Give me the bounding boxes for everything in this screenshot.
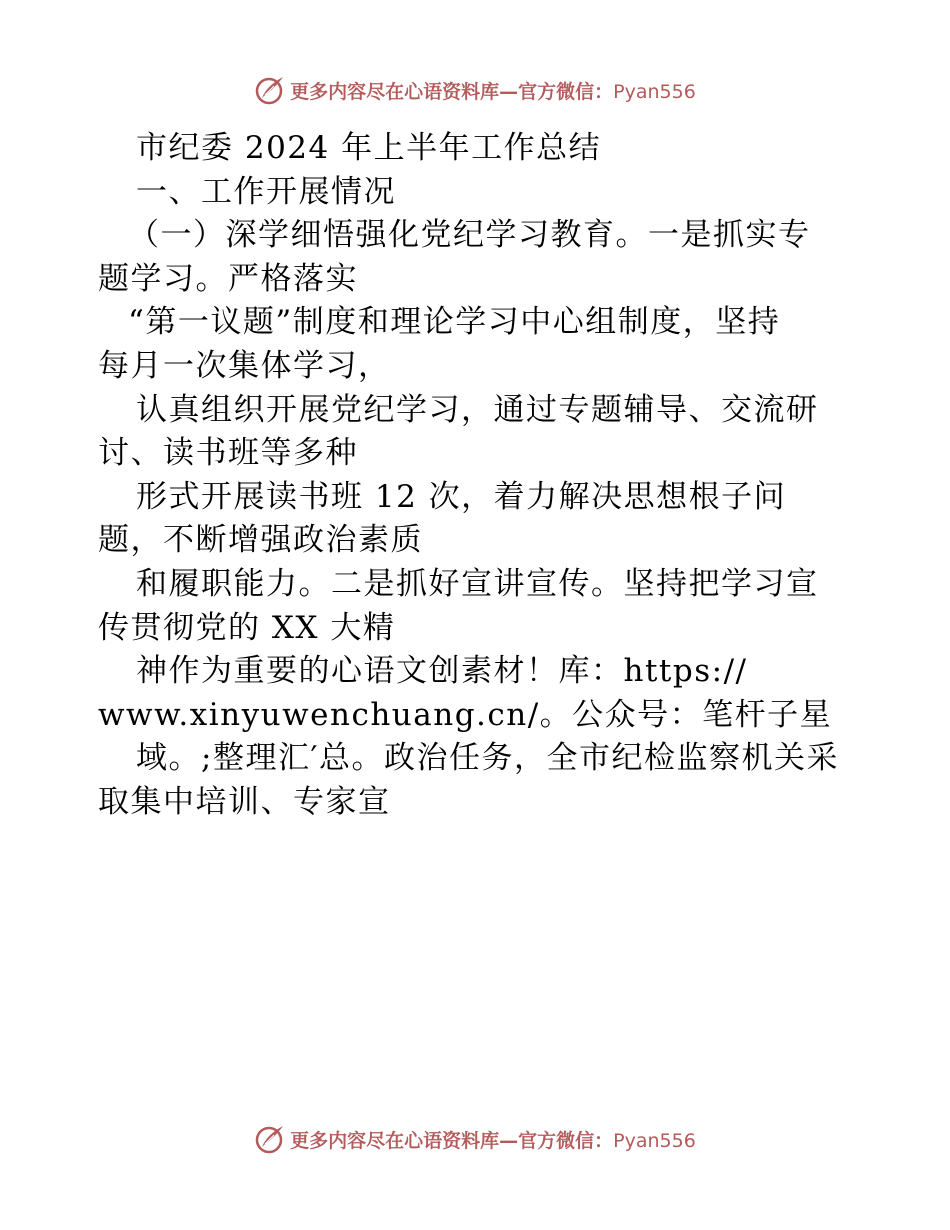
paragraph-line: 神作为重要的心语文创素材！库：https:// <box>136 653 748 690</box>
paragraph-line: 和履职能力。二是抓好宣讲宣传。坚持把学习宣 <box>136 565 819 602</box>
document-title: 市纪委 2024 年上半年工作总结 <box>136 130 602 166</box>
footer-banner <box>0 1119 950 1159</box>
section-heading: 一、工作开展情况 <box>136 173 396 210</box>
document-body <box>98 127 858 825</box>
paragraph-line: 每月一次集体学习， <box>98 347 391 384</box>
banner-text: 更多内容尽在心语资料库—官方微信：Pyan556 <box>290 80 696 103</box>
paragraph-line: 题学习。严格落实 <box>98 260 358 297</box>
paragraph-line: 形式开展读书班 12 次，着力解决思想根子问 <box>136 478 787 515</box>
paragraph-line: 认真组织开展党纪学习，通过专题辅导、交流研 <box>136 391 819 428</box>
paragraph-line: 取集中培训、专家宣 <box>98 783 391 820</box>
paragraph-line: 域。;整理汇′总。政治任务，全市纪检监察机关采 <box>136 740 839 777</box>
paragraph-line: 题，不断增强政治素质 <box>98 522 423 559</box>
header-banner <box>0 70 950 110</box>
paragraph-line: 传贯彻党的 XX 大精 <box>98 609 396 646</box>
feather-pen-logo-icon <box>254 74 286 106</box>
banner-text: 更多内容尽在心语资料库—官方微信：Pyan556 <box>290 1129 696 1152</box>
wechat-id: Pyan556 <box>613 1129 696 1152</box>
paragraph-line: （一）深学细悟强化党纪学习教育。一是抓实专 <box>128 217 811 254</box>
paragraph-line: “第一议题”制度和理论学习中心组制度，坚持 <box>128 304 781 341</box>
paragraph-line: 讨、读书班等多种 <box>98 435 358 472</box>
feather-pen-logo-icon <box>254 1123 286 1155</box>
wechat-id: Pyan556 <box>613 80 696 103</box>
paragraph-line: www.xinyuwenchuang.cn/。公众号：笔杆子星 <box>98 696 833 733</box>
